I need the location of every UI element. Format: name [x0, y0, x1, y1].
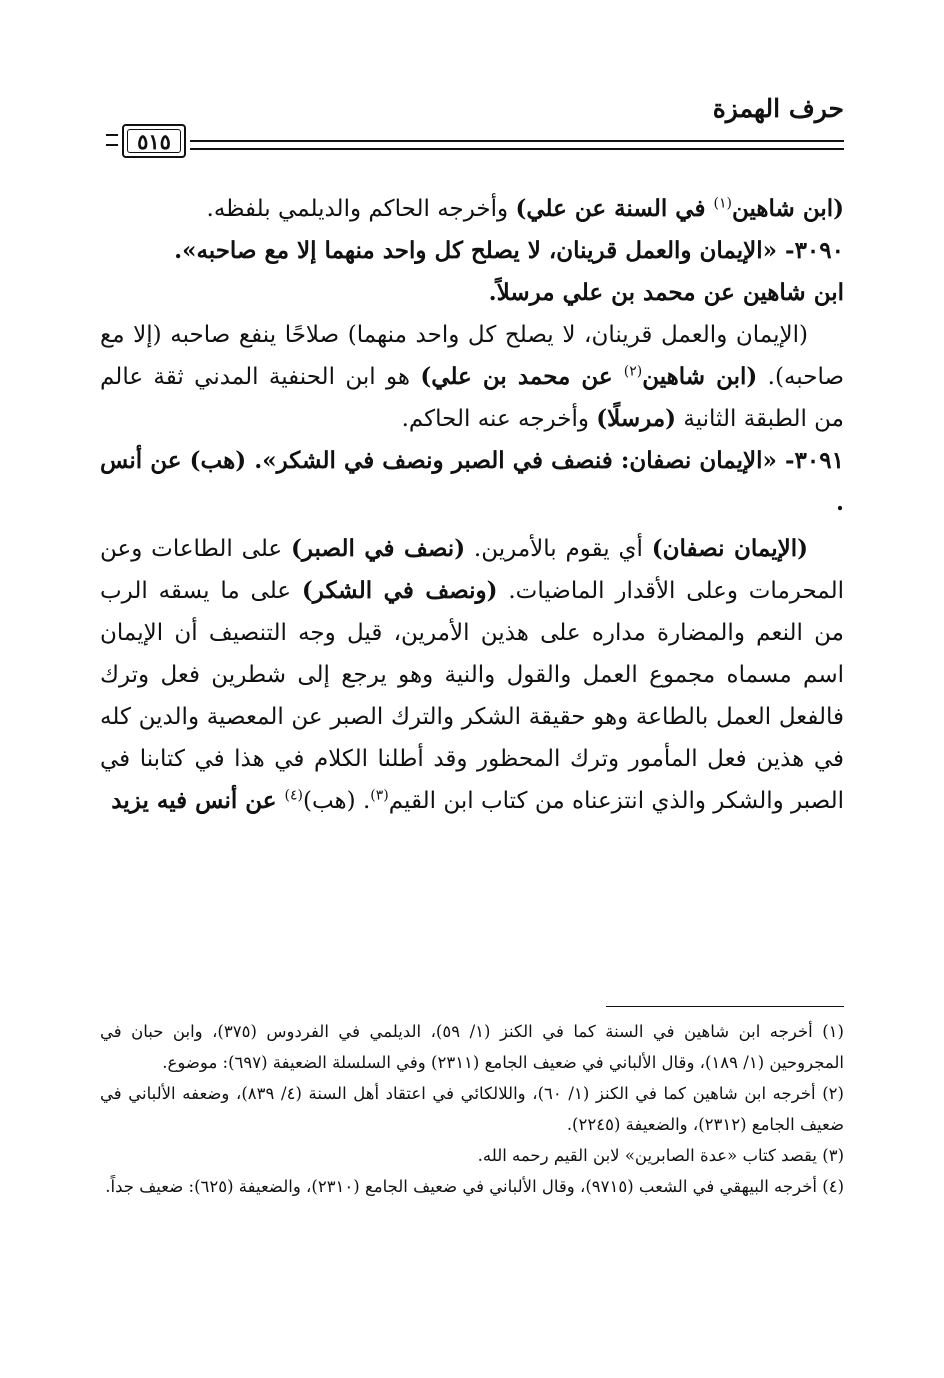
quoted-phrase: (نصف في الصبر) [290, 535, 466, 562]
mursal-label: (مرسلًا) [596, 405, 677, 432]
footnote-ref-3: (٣) [370, 787, 389, 804]
paragraph-text: . (هب) [302, 788, 371, 814]
chapter-title: حرف الهمزة [712, 94, 844, 123]
quoted-phrase: (ونصف في الشكر) [301, 577, 498, 604]
footnote-divider [606, 1006, 844, 1007]
hadith-3090 [100, 230, 844, 272]
hadith-text: «الإيمان والعمل قرينان، لا يصلح كل واحد منهما إلا مع صاحبه». [174, 237, 778, 264]
paragraph-text: على ما يسقه الرب من النعم والمضارة مداره على هذين الأمرين، قيل وجه التنصيف أن الإيمان اسم مسماه مجموع العمل والقول والنية وهو يرجع إلى شطرين فعل وترك فالفعل العمل بالطاعة وهو حقيقة الشكر والترك الصبر عن المعصية والدين كله في هذين فعل المأمور وترك المحظور وقد أطلنا الكلام في هذا في كتابنا في الصبر والشكر والذي انتزعناه من كتاب ابن القيم [100, 578, 844, 814]
page-number: ٥١٥ [122, 124, 186, 158]
paragraph-3 [100, 528, 844, 822]
quoted-phrase: (الإيمان نصفان) [651, 535, 808, 562]
header-ornament [106, 134, 118, 146]
source-detail: عن محمد بن علي) [420, 363, 624, 390]
footnote-2: (٢) أخرجه ابن شاهين كما في الكنز (١/ ٦٠)، واللالكائي في اعتقاد أهل السنة (٤/ ٨٣٩)، وضعفه الألباني في ضعيف الجامع (٢٣١٢)، والضعيفة (٢٢٤٥). [100, 1084, 844, 1134]
footnote-ref-1: (١) [713, 195, 732, 212]
paragraph-text: أي يقوم بالأمرين. [465, 536, 652, 562]
hadith-3090-source [100, 272, 844, 314]
hadith-text: «الإيمان نصفان: فنصف في الصبر ونصف في الشكر». [254, 447, 777, 474]
footnotes [100, 1016, 844, 1202]
paragraph-1 [100, 188, 844, 230]
footnote-1: (١) أخرجه ابن شاهين في السنة كما في الكنز (١/ ٥٩)، الديلمي في الفردوس (٣٧٥)، وابن حبان في المجروحين (١/ ١٨٩)، وقال الألباني في ضعيف الجامع (٢٣١١) وفي السلسلة الضعيفة (٦٩٧): موضوع. [100, 1022, 844, 1072]
source-ibn-shahin: (ابن شاهين [642, 363, 758, 390]
source-detail: في السنة عن علي) [515, 195, 714, 222]
paragraph-2 [100, 314, 844, 440]
hadith-3091 [100, 440, 844, 524]
paragraph-text: (الإيمان والعمل قرينان، لا يصلح كل واحد منهما) صلاحًا ينفع صاحبه (إلا مع صاحبه). [100, 322, 844, 390]
source-detail: عن أنس فيه يزيد [111, 787, 285, 814]
paragraph-text: وأخرجه الحاكم والديلمي بلفظه. [206, 196, 516, 222]
paragraph-text: على الطاعات وعن المحرمات وعلى الأقدار الماضيات. [100, 536, 844, 604]
hadith-number: ٣٠٩١- [776, 447, 844, 474]
hadith-number: ٣٠٩٠- [777, 237, 844, 264]
footnote-ref-2: (٢) [623, 363, 643, 380]
footnote-3: (٣) يقصد كتاب «عدة الصابرين» لابن القيم رحمه الله. [477, 1146, 844, 1165]
paragraph-text: هو ابن الحنفية المدني ثقة عالم من الطبقة الثانية [100, 364, 844, 432]
footnote-ref-4: (٤) [284, 787, 303, 804]
source-ibn-shahin: (ابن شاهين [731, 195, 844, 222]
hadith-source: (هب) عن أنس . [100, 447, 844, 516]
hadith-source: ابن شاهين عن محمد بن علي مرسلاً. [488, 279, 844, 306]
main-text [100, 188, 844, 822]
footnote-4: (٤) أخرجه البيهقي في الشعب (٩٧١٥)، وقال الألباني في ضعيف الجامع (٢٣١٠)، والضعيفة (٦٢٥): ضعيف جداً. [105, 1177, 844, 1196]
paragraph-text: وأخرجه عنه الحاكم. [401, 406, 597, 432]
header-rule [190, 140, 844, 150]
